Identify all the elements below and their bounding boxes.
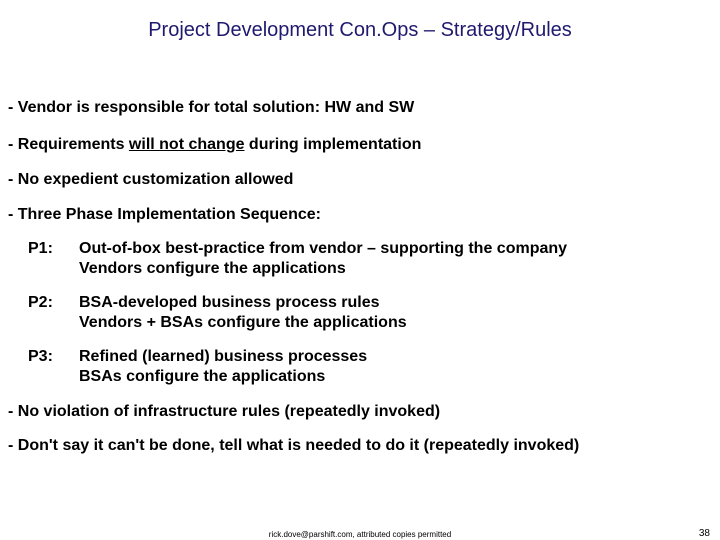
phase-line-2: Vendors + BSAs configure the applications bbox=[79, 314, 407, 331]
phase-line-1: Out-of-box best-practice from vendor – supporting the company bbox=[79, 240, 568, 257]
rule-no-customization: - No expedient customization allowed bbox=[8, 171, 294, 188]
phase-description bbox=[79, 239, 567, 279]
phase-label: P2: bbox=[28, 294, 53, 311]
rule-three-phase: - Three Phase Implementation Sequence: bbox=[8, 206, 321, 223]
page-title: Project Development Con.Ops – Strategy/Rules bbox=[148, 19, 572, 41]
rule-vendor-responsibility: - Vendor is responsible for total solution: HW and SW bbox=[8, 99, 415, 116]
rule-requirements bbox=[8, 135, 421, 155]
rule-requirements-prefix: - Requirements bbox=[8, 136, 129, 153]
phase-description bbox=[79, 293, 407, 333]
phase-description bbox=[79, 347, 367, 387]
rule-requirements-suffix: during implementation bbox=[244, 136, 422, 153]
phase-line-2: Vendors configure the applications bbox=[79, 260, 346, 277]
phase-line-1: Refined (learned) business processes bbox=[79, 348, 368, 365]
page-number: 38 bbox=[698, 528, 710, 539]
phase-line-1: BSA-developed business process rules bbox=[79, 294, 380, 311]
rule-requirements-underlined: will not change bbox=[128, 136, 245, 153]
footer-attribution: rick.dove@parshift.com, attributed copies permitted bbox=[268, 530, 452, 539]
phase-label: P3: bbox=[28, 348, 53, 365]
rule-dont-say-cant: - Don't say it can't be done, tell what is needed to do it (repeatedly invoked) bbox=[8, 437, 580, 454]
phase-line-2: BSAs configure the applications bbox=[79, 368, 326, 385]
phase-label: P1: bbox=[28, 240, 53, 257]
rule-infrastructure: - No violation of infrastructure rules (repeatedly invoked) bbox=[8, 403, 441, 420]
